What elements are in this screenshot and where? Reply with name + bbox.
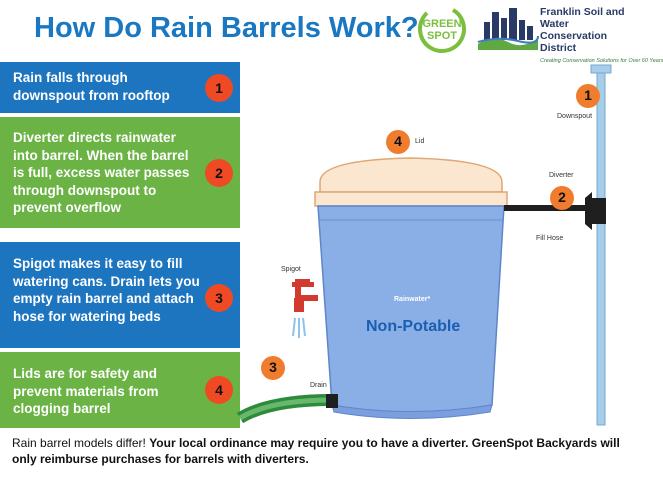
non-potable-label: Non-Potable <box>366 318 461 335</box>
org-tagline: Creating Conservation Solutions for Over 60 Years <box>540 58 663 64</box>
fill-hose-label: Fill Hose <box>536 235 564 242</box>
step-2-panel <box>0 117 240 228</box>
greenspot-logo <box>413 4 471 54</box>
diverter-label: Diverter <box>549 172 574 179</box>
downspout-pipe <box>597 65 605 425</box>
spigot-water <box>293 318 305 338</box>
step-1-text: Rain falls through downspout from rooftop <box>13 70 170 103</box>
marker-2-label: 2 <box>558 189 566 205</box>
svg-text:GREEN: GREEN <box>422 18 462 30</box>
footer-plain: Rain barrel models differ! <box>12 436 150 450</box>
barrel-lid <box>320 158 502 192</box>
org-name-line2: Conservation District <box>540 30 608 54</box>
fswcd-logo <box>478 4 538 50</box>
svg-text:SPOT: SPOT <box>427 30 457 42</box>
spigot-label: Spigot <box>281 266 301 273</box>
page-title: How Do Rain Barrels Work? <box>34 12 419 44</box>
step-4-text: Lids are for safety and prevent materials from clogging barrel <box>13 366 159 417</box>
step-4-panel <box>0 352 240 428</box>
marker-3-label: 3 <box>269 359 277 375</box>
step-4-badge: 4 <box>205 376 233 404</box>
drain-fitting <box>326 394 338 408</box>
downspout-label: Downspout <box>557 113 593 120</box>
lid-label: Lid <box>415 138 425 145</box>
step-3-text: Spigot makes it easy to fill watering cans. Drain lets you empty rain barrel and attach hose for watering beds <box>13 256 200 324</box>
step-2-text: Diverter directs rainwater into barrel. When the barrel is full, excess water passes through downspout to prevent overflow <box>13 130 190 216</box>
step-1-badge: 1 <box>205 74 233 102</box>
downspout-cap <box>591 65 611 73</box>
footer-note <box>12 436 632 467</box>
org-name-line1: Franklin Soil and Water <box>540 6 625 30</box>
barrel-rim <box>315 192 507 206</box>
step-1-panel <box>0 62 240 113</box>
barrel-body <box>318 206 504 413</box>
marker-1-label: 1 <box>584 87 592 103</box>
footer-bold: Your local ordinance may require you to have a diverter. GreenSpot Backyards will only reimburse purchases for barrels with diverters. <box>12 436 620 466</box>
step-3-badge: 3 <box>205 284 233 312</box>
rainwater-label: Rainwater* <box>394 296 431 303</box>
marker-4-label: 4 <box>394 133 402 149</box>
org-name <box>540 6 663 67</box>
step-2-badge: 2 <box>205 159 233 187</box>
drain-label: Drain <box>310 382 327 389</box>
step-3-panel <box>0 242 240 348</box>
